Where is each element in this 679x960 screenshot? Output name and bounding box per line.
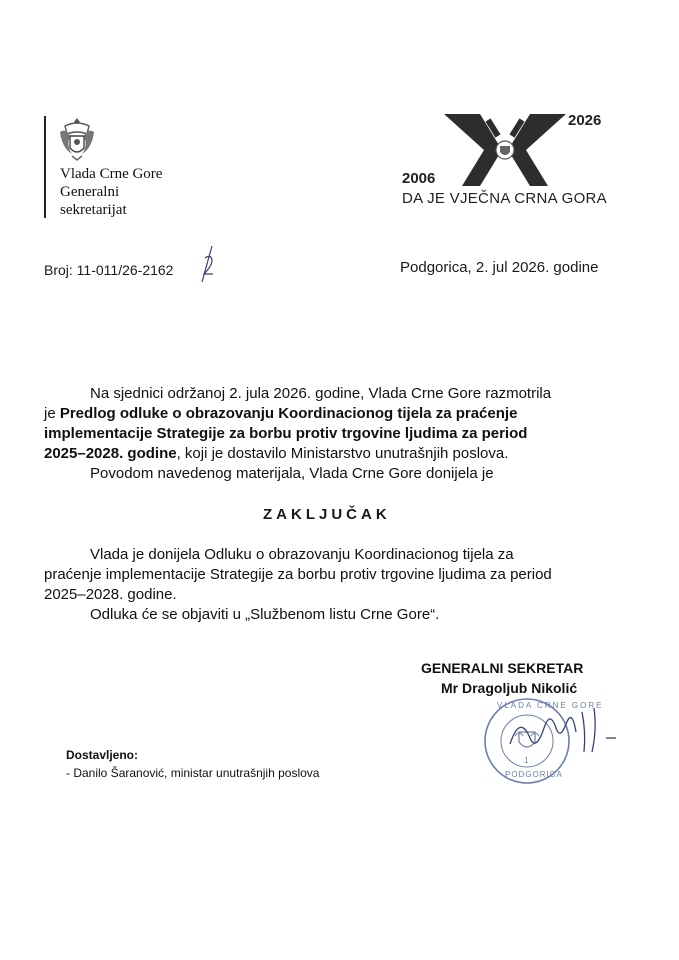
stamp-text-bottom: PODGORICA xyxy=(505,770,563,779)
conclusion-line3: 2025–2028. godine. xyxy=(44,586,177,603)
paragraph-line1: Na sjednici održanoj 2. jula 2026. godine, Vlada Crne Gore razmotrila xyxy=(90,385,552,402)
conclusion-heading: ZAKLJUČAK xyxy=(263,506,391,523)
stamp-text-top: VLADA CRNE GORE xyxy=(497,701,604,710)
conclusion-line1: Vlada je donijela Odluku o obrazovanju Koordinacionog tijela za xyxy=(90,546,514,563)
org-name-line2: Generalni xyxy=(60,184,120,200)
distribution-item: - Danilo Šaranović, ministar unutrašnjih poslova xyxy=(66,766,320,780)
coat-of-arms-icon xyxy=(56,116,98,162)
paragraph-line2: je Predlog odluke o obrazovanju Koordinacionog tijela za praćenje xyxy=(44,405,518,422)
paragraph-line3: implementacije Strategije za borbu protiv trgovine ljudima za period xyxy=(44,425,528,442)
org-name-line1: Vlada Crne Gore xyxy=(60,166,163,182)
org-name-line3: sekretarijat xyxy=(60,202,127,218)
document-number: Broj: 11-011/26-2162 xyxy=(44,262,174,278)
signatory-name: Mr Dragoljub Nikolić xyxy=(441,680,578,696)
conclusion-line2: praćenje implementacije Strategije za borbu protiv trgovine ljudima za period xyxy=(44,566,552,583)
conclusion-line4: Odluka će se objaviti u „Službenom listu Crne Gore“. xyxy=(90,606,440,623)
logo-year-end: 2026 xyxy=(568,112,602,129)
stamp-number: 1 xyxy=(524,756,529,765)
handwritten-number-suffix xyxy=(196,244,218,284)
logo-year-start: 2006 xyxy=(402,170,436,187)
xx-anniversary-logo-icon xyxy=(440,110,570,192)
logo-slogan: DA JE VJEČNA CRNA GORA xyxy=(402,190,607,207)
signatory-title: GENERALNI SEKRETAR xyxy=(421,660,584,676)
place-and-date: Podgorica, 2. jul 2026. godine xyxy=(400,259,599,276)
header-divider xyxy=(44,116,46,218)
paragraph-2: Povodom navedenog materijala, Vlada Crne Gore donijela je xyxy=(90,465,494,482)
distribution-label: Dostavljeno: xyxy=(66,748,139,762)
paragraph-line4: 2025–2028. godine, koji je dostavilo Ministarstvo unutrašnjih poslova. xyxy=(44,445,509,462)
handwritten-signature xyxy=(500,694,630,764)
